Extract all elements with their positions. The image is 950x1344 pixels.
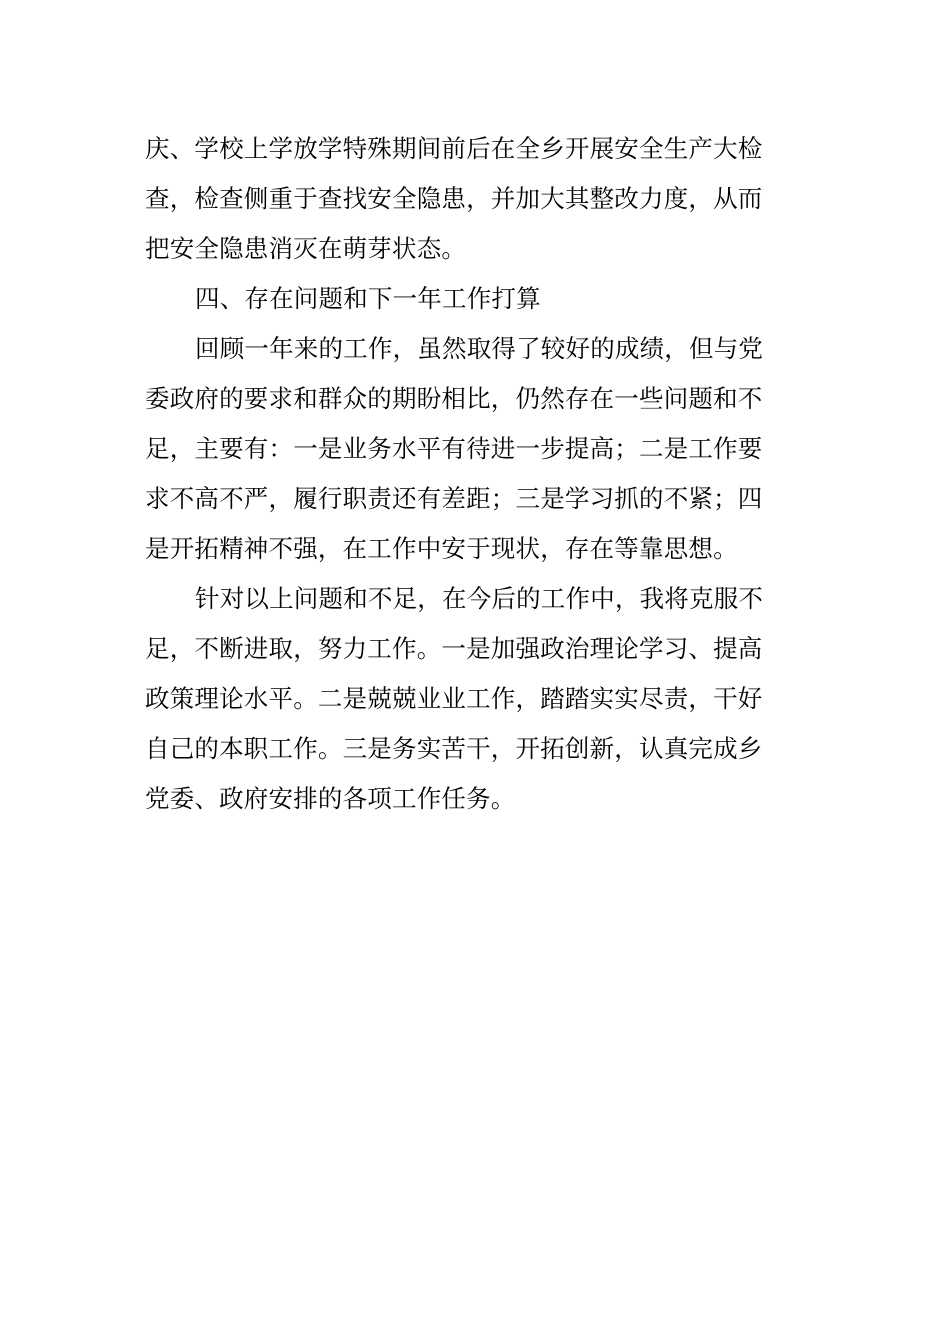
section-heading: 四、存在问题和下一年工作打算	[195, 284, 541, 313]
text-line: 是开拓精神不强，在工作中安于现状，存在等靠思想。	[145, 534, 738, 563]
text-line: 足，不断进取，努力工作。一是加强政治理论学习、提高	[145, 634, 763, 663]
text-line: 委政府的要求和群众的期盼相比，仍然存在一些问题和不	[145, 384, 763, 413]
text-line: 足，主要有：一是业务水平有待进一步提高；二是工作要	[145, 434, 763, 463]
text-line: 庆、学校上学放学特殊期间前后在全乡开展安全生产大检	[145, 134, 763, 163]
text-line: 党委、政府安排的各项工作任务。	[145, 784, 516, 813]
text-line: 回顾一年来的工作，虽然取得了较好的成绩，但与党	[195, 334, 764, 363]
text-line: 把安全隐患消灭在萌芽状态。	[145, 234, 467, 263]
document-body	[145, 124, 790, 824]
text-line: 自己的本职工作。三是务实苦干，开拓创新，认真完成乡	[145, 734, 763, 763]
text-line: 求不高不严，履行职责还有差距；三是学习抓的不紧；四	[145, 484, 763, 513]
text-line: 针对以上问题和不足，在今后的工作中，我将克服不	[195, 584, 764, 613]
text-line: 查，检查侧重于查找安全隐患，并加大其整改力度，从而	[145, 184, 763, 213]
text-line: 政策理论水平。二是兢兢业业工作，踏踏实实尽责，干好	[145, 684, 763, 713]
